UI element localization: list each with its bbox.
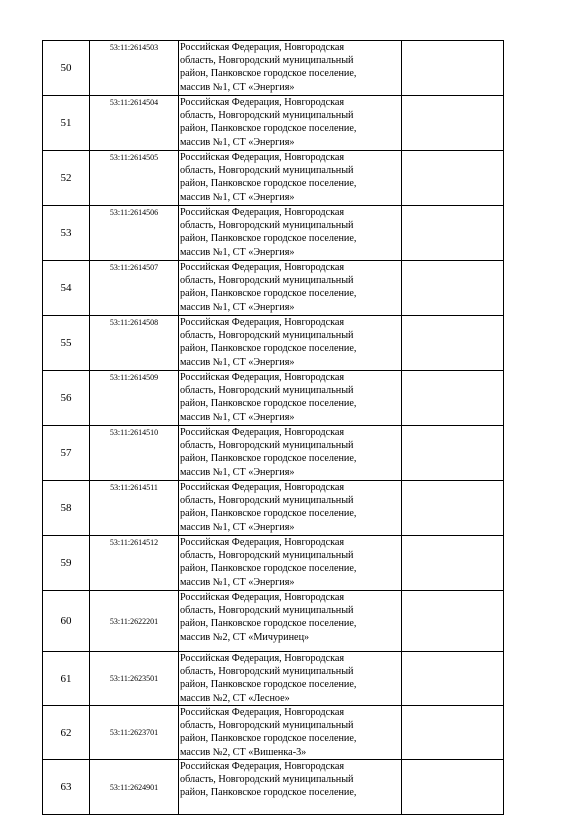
address-line: область, Новгородский муниципальный — [180, 720, 354, 732]
address-line: Российская Федерация, Новгородская — [180, 372, 345, 383]
address-line: массив №1, СТ «Энергия» — [180, 81, 295, 93]
address-line: Российская Федерация, Новгородская — [180, 207, 345, 218]
row-number: 52 — [43, 151, 90, 206]
cadastral-number: 53:11:2614508 — [90, 316, 179, 371]
address-cell — [179, 261, 402, 316]
address-line: Российская Федерация, Новгородская — [180, 42, 345, 53]
cadastral-number: 53:11:2614503 — [90, 41, 179, 96]
address-line: область, Новгородский муниципальный — [180, 275, 354, 287]
address-line: Российская Федерация, Новгородская — [180, 152, 345, 163]
address-line: область, Новгородский муниципальный — [180, 165, 354, 177]
notes-cell — [402, 536, 504, 591]
row-number: 51 — [43, 96, 90, 151]
table-row — [43, 151, 504, 206]
address-line: Российская Федерация, Новгородская — [180, 761, 345, 772]
cadastral-number: 53:11:2623501 — [90, 652, 179, 706]
address-line: область, Новгородский муниципальный — [180, 440, 354, 452]
address-line: район, Панковское городское поселение, — [180, 288, 357, 300]
notes-cell — [402, 41, 504, 96]
address-line: район, Панковское городское поселение, — [180, 733, 357, 745]
row-number: 50 — [43, 41, 90, 96]
address-line: область, Новгородский муниципальный — [180, 605, 354, 617]
address-line: район, Панковское городское поселение, — [180, 679, 357, 691]
address-cell — [179, 591, 402, 652]
notes-cell — [402, 316, 504, 371]
notes-cell — [402, 481, 504, 536]
cadastral-number: 53:11:2622201 — [90, 591, 179, 652]
notes-cell — [402, 760, 504, 815]
address-line: массив №1, СТ «Энергия» — [180, 246, 295, 258]
address-line: область, Новгородский муниципальный — [180, 55, 354, 67]
address-line: Российская Федерация, Новгородская — [180, 317, 345, 328]
address-line: район, Панковское городское поселение, — [180, 398, 357, 410]
address-cell — [179, 371, 402, 426]
address-line: массив №1, СТ «Энергия» — [180, 521, 295, 533]
address-line: Российская Федерация, Новгородская — [180, 97, 345, 108]
row-number: 57 — [43, 426, 90, 481]
address-line: Российская Федерация, Новгородская — [180, 262, 345, 273]
address-line: область, Новгородский муниципальный — [180, 385, 354, 397]
address-line: район, Панковское городское поселение, — [180, 787, 357, 799]
land-plots-table — [42, 40, 504, 815]
table-row — [43, 261, 504, 316]
address-line: область, Новгородский муниципальный — [180, 495, 354, 507]
notes-cell — [402, 652, 504, 706]
address-line: массив №1, СТ «Энергия» — [180, 191, 295, 203]
row-number: 59 — [43, 536, 90, 591]
cadastral-number: 53:11:2614510 — [90, 426, 179, 481]
address-line: Российская Федерация, Новгородская — [180, 592, 345, 603]
cadastral-number: 53:11:2623701 — [90, 706, 179, 760]
address-cell — [179, 536, 402, 591]
address-line: область, Новгородский муниципальный — [180, 666, 354, 678]
address-line: область, Новгородский муниципальный — [180, 220, 354, 232]
cadastral-number: 53:11:2614505 — [90, 151, 179, 206]
address-line: область, Новгородский муниципальный — [180, 110, 354, 122]
table-row — [43, 96, 504, 151]
row-number: 54 — [43, 261, 90, 316]
address-line: массив №1, СТ «Энергия» — [180, 356, 295, 368]
table-row — [43, 481, 504, 536]
table-row — [43, 206, 504, 261]
notes-cell — [402, 261, 504, 316]
row-number: 53 — [43, 206, 90, 261]
cadastral-number: 53:11:2614511 — [90, 481, 179, 536]
address-line: район, Панковское городское поселение, — [180, 233, 357, 245]
address-line: массив №2, СТ «Вишенка-3» — [180, 746, 307, 758]
row-number: 60 — [43, 591, 90, 652]
table-row — [43, 760, 504, 815]
notes-cell — [402, 706, 504, 760]
table-row — [43, 652, 504, 706]
address-cell — [179, 316, 402, 371]
address-cell — [179, 652, 402, 706]
address-cell — [179, 151, 402, 206]
address-line: район, Панковское городское поселение, — [180, 68, 357, 80]
row-number: 56 — [43, 371, 90, 426]
address-line: район, Панковское городское поселение, — [180, 508, 357, 520]
cadastral-number: 53:11:2614507 — [90, 261, 179, 316]
address-line: Российская Федерация, Новгородская — [180, 482, 345, 493]
address-cell — [179, 41, 402, 96]
notes-cell — [402, 371, 504, 426]
address-cell — [179, 206, 402, 261]
table-row — [43, 426, 504, 481]
table-body — [43, 41, 504, 815]
table-row — [43, 41, 504, 96]
address-line: район, Панковское городское поселение, — [180, 618, 357, 630]
notes-cell — [402, 96, 504, 151]
cadastral-number: 53:11:2624901 — [90, 760, 179, 815]
cadastral-number: 53:11:2614506 — [90, 206, 179, 261]
address-line: область, Новгородский муниципальный — [180, 774, 354, 786]
table-row — [43, 591, 504, 652]
row-number: 63 — [43, 760, 90, 815]
address-line: массив №1, СТ «Энергия» — [180, 136, 295, 148]
row-number: 55 — [43, 316, 90, 371]
address-cell — [179, 706, 402, 760]
address-line: район, Панковское городское поселение, — [180, 563, 357, 575]
address-cell — [179, 760, 402, 815]
address-line: Российская Федерация, Новгородская — [180, 653, 345, 664]
address-line: Российская Федерация, Новгородская — [180, 707, 345, 718]
cadastral-number: 53:11:2614509 — [90, 371, 179, 426]
address-line: массив №2, СТ «Мичуринец» — [180, 631, 310, 643]
address-line: район, Панковское городское поселение, — [180, 453, 357, 465]
address-line: Российская Федерация, Новгородская — [180, 537, 345, 548]
cadastral-number: 53:11:2614504 — [90, 96, 179, 151]
table-row — [43, 706, 504, 760]
row-number: 62 — [43, 706, 90, 760]
address-line: массив №1, СТ «Энергия» — [180, 411, 295, 423]
address-line: массив №1, СТ «Энергия» — [180, 466, 295, 478]
table-row — [43, 536, 504, 591]
address-cell — [179, 481, 402, 536]
address-cell — [179, 426, 402, 481]
notes-cell — [402, 206, 504, 261]
notes-cell — [402, 426, 504, 481]
address-line: массив №1, СТ «Энергия» — [180, 301, 295, 313]
cadastral-number: 53:11:2614512 — [90, 536, 179, 591]
document-page — [42, 40, 503, 799]
notes-cell — [402, 151, 504, 206]
notes-cell — [402, 591, 504, 652]
address-line: район, Панковское городское поселение, — [180, 178, 357, 190]
table-row — [43, 371, 504, 426]
table-row — [43, 316, 504, 371]
address-cell — [179, 96, 402, 151]
address-line: массив №1, СТ «Энергия» — [180, 576, 295, 588]
row-number: 61 — [43, 652, 90, 706]
address-line: область, Новгородский муниципальный — [180, 550, 354, 562]
address-line: массив №2, СТ «Лесное» — [180, 692, 290, 704]
address-line: область, Новгородский муниципальный — [180, 330, 354, 342]
address-line: Российская Федерация, Новгородская — [180, 427, 345, 438]
row-number: 58 — [43, 481, 90, 536]
address-line: район, Панковское городское поселение, — [180, 343, 357, 355]
address-line: район, Панковское городское поселение, — [180, 123, 357, 135]
